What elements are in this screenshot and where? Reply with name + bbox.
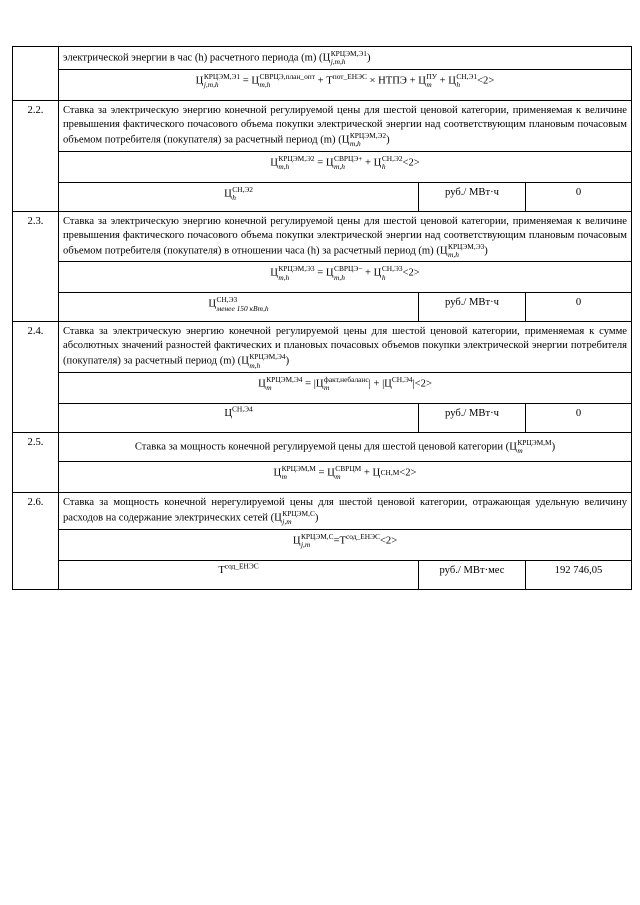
- table-row: [13, 373, 632, 404]
- row-description: Ставка за мощность конечной нерегулируемой цены для шестой ценовой категории, отражающая удельную величину расходов на содержание электрических сетей (Ц КРЦЭМ,С j,m ): [59, 492, 632, 529]
- unit-cell: руб./ МВт·ч: [419, 404, 526, 433]
- table-row: [13, 151, 632, 182]
- table-row: [13, 211, 632, 262]
- formula-cell: Ц КРЦЭМ,С j,m $=Т^{сод\_ЕНЭС}<2>$: [59, 529, 632, 560]
- table-row: [13, 461, 632, 492]
- formula-cell: Ц КРЦЭМ,Э4 m = |Ц факт,небаланс m | + $|Ц^{СН,Э4}|<2>$: [59, 373, 632, 404]
- row-number: 2.3.: [13, 211, 59, 322]
- row-number: 2.6.: [13, 492, 59, 589]
- value-cell: 192 746,05: [526, 560, 632, 589]
- row-description: Ставка за электрическую энергию конечной регулируемой цены для шестой ценовой категории, применяемая к величине превышения фактического почасового объема покупки электрической энергии над соответствующим плановым почасовым объемом потребителя (покупателя) в отношении часа (h) за расчетный период (m) (Ц КРЦЭМ,Э3 m,h ): [59, 211, 632, 262]
- table-row: [13, 433, 632, 462]
- row-number: 2.5.: [13, 433, 59, 493]
- component-name: $Ц^{СН,Э4}$: [59, 404, 419, 433]
- table-row: [13, 293, 632, 322]
- formula-cell: Ц КРЦЭМ,М m = Ц СВРЦМ m + Ц СН,М <2>: [59, 461, 632, 492]
- component-name: $Т^{сод\_ЕНЭС}$: [59, 560, 419, 589]
- table-row: [13, 100, 632, 151]
- row-description: электрической энергии в час (h) расчетного периода (m) (Ц КРЦЭМ,Э1 j,m,h ): [59, 47, 632, 70]
- formula-cell: Ц КРЦЭМ,Э1 j,m,h = Ц СВРЦЭ,план_опт m,h + $Т^{пот\_ЕНЭС}$ × НТПЭ + Ц ПУ m + Ц СН,Э1 h <2>: [59, 69, 632, 100]
- formula-cell: Ц КРЦЭМ,Э3 m,h = Ц СВРЦЭ− m,h + Ц СН,Э3 h <2>: [59, 262, 632, 293]
- tariff-table: [12, 46, 632, 590]
- value-cell: 0: [526, 404, 632, 433]
- component-name: Ц СН,Э3 менее 150 кВт,h: [59, 293, 419, 322]
- value-cell: 0: [526, 293, 632, 322]
- row-description: Ставка за электрическую энергию конечной регулируемой цены для шестой ценовой категории, применяемая к сумме абсолютных значений разностей фактических и плановых почасовых объемов покупки электрической энергии потребителя (покупателя) за расчетный период (m) (Ц КРЦЭМ,Э4 m,h ): [59, 322, 632, 373]
- row-description: Ставка за мощность конечной регулируемой цены для шестой ценовой категории (Ц КРЦЭМ,М m ): [59, 433, 632, 462]
- table-row: [13, 322, 632, 373]
- table-row: [13, 47, 632, 70]
- unit-cell: руб./ МВт·ч: [419, 182, 526, 211]
- formula-cell: Ц КРЦЭМ,Э2 m,h = Ц СВРЦЭ+ m,h + Ц СН,Э2 h <2>: [59, 151, 632, 182]
- value-cell: 0: [526, 182, 632, 211]
- table-row: [13, 492, 632, 529]
- table-row: [13, 182, 632, 211]
- table-row: [13, 560, 632, 589]
- unit-cell: руб./ МВт·мес: [419, 560, 526, 589]
- row-number-cell: [13, 47, 59, 101]
- unit-cell: руб./ МВт·ч: [419, 293, 526, 322]
- table-row: [13, 404, 632, 433]
- row-description: Ставка за электрическую энергию конечной регулируемой цены для шестой ценовой категории, применяемая к величине превышения фактического почасового объема покупки электрической энергии над соответствующим плановым почасовым объемом потребителя (покупателя) за расчетный период (m) (Ц КРЦЭМ,Э2 m,h ): [59, 100, 632, 151]
- table-row: [13, 69, 632, 100]
- component-name: Ц СН,Э2 h: [59, 182, 419, 211]
- row-number: 2.2.: [13, 100, 59, 211]
- table-row: [13, 529, 632, 560]
- table-row: [13, 262, 632, 293]
- row-number: 2.4.: [13, 322, 59, 433]
